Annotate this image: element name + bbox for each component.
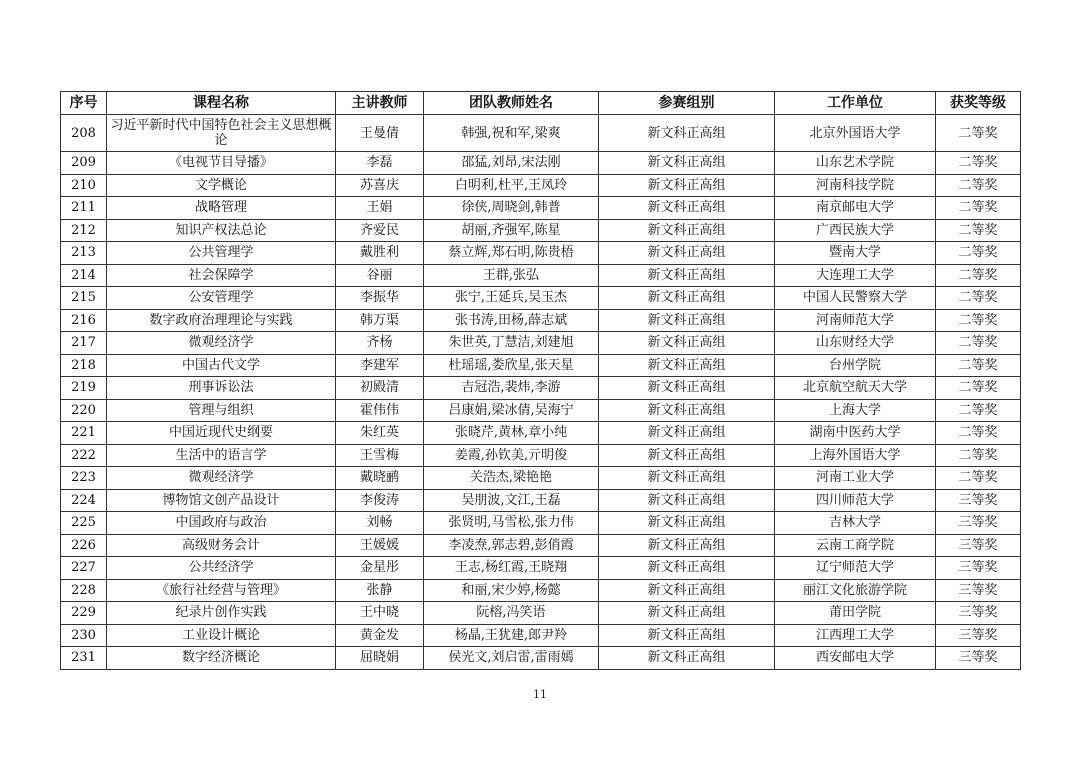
table-row bbox=[61, 377, 1021, 400]
cell-unit: 辽宁师范大学 bbox=[775, 557, 936, 580]
header-teacher: 主讲教师 bbox=[336, 92, 424, 115]
cell-award: 三等奖 bbox=[936, 647, 1021, 670]
cell-award: 三等奖 bbox=[936, 579, 1021, 602]
cell-course: 知识产权法总论 bbox=[107, 219, 336, 242]
cell-group: 新文科正高组 bbox=[599, 399, 775, 422]
cell-team: 韩强,祝和军,梁爽 bbox=[424, 115, 599, 152]
cell-group: 新文科正高组 bbox=[599, 422, 775, 445]
cell-teacher: 戴晓鹂 bbox=[336, 467, 424, 490]
table-row bbox=[61, 264, 1021, 287]
cell-award: 二等奖 bbox=[936, 332, 1021, 355]
cell-index: 214 bbox=[61, 264, 107, 287]
cell-index: 209 bbox=[61, 152, 107, 175]
cell-course: 《旅行社经营与管理》 bbox=[107, 579, 336, 602]
cell-team: 张晓芹,黄林,章小纯 bbox=[424, 422, 599, 445]
award-table bbox=[60, 91, 1021, 670]
cell-index: 218 bbox=[61, 354, 107, 377]
cell-award: 三等奖 bbox=[936, 624, 1021, 647]
table-row bbox=[61, 354, 1021, 377]
cell-index: 227 bbox=[61, 557, 107, 580]
cell-unit: 云南工商学院 bbox=[775, 534, 936, 557]
cell-award: 二等奖 bbox=[936, 242, 1021, 265]
cell-team: 王群,张弘 bbox=[424, 264, 599, 287]
cell-group: 新文科正高组 bbox=[599, 354, 775, 377]
table-row bbox=[61, 602, 1021, 625]
table-row bbox=[61, 174, 1021, 197]
cell-teacher: 苏喜庆 bbox=[336, 174, 424, 197]
cell-course: 公共经济学 bbox=[107, 557, 336, 580]
cell-index: 224 bbox=[61, 489, 107, 512]
cell-unit: 山东艺术学院 bbox=[775, 152, 936, 175]
cell-teacher: 李振华 bbox=[336, 287, 424, 310]
cell-award: 二等奖 bbox=[936, 309, 1021, 332]
table-row bbox=[61, 647, 1021, 670]
cell-award: 二等奖 bbox=[936, 219, 1021, 242]
cell-teacher: 李建军 bbox=[336, 354, 424, 377]
table-row bbox=[61, 242, 1021, 265]
cell-award: 二等奖 bbox=[936, 444, 1021, 467]
cell-course: 数字经济概论 bbox=[107, 647, 336, 670]
cell-index: 210 bbox=[61, 174, 107, 197]
cell-course: 中国近现代史纲要 bbox=[107, 422, 336, 445]
cell-teacher: 韩万渠 bbox=[336, 309, 424, 332]
table-row bbox=[61, 197, 1021, 220]
table-row bbox=[61, 579, 1021, 602]
cell-team: 吕康娟,梁冰倩,吴海宁 bbox=[424, 399, 599, 422]
cell-group: 新文科正高组 bbox=[599, 377, 775, 400]
cell-teacher: 戴胜利 bbox=[336, 242, 424, 265]
table-row bbox=[61, 422, 1021, 445]
cell-award: 二等奖 bbox=[936, 354, 1021, 377]
cell-group: 新文科正高组 bbox=[599, 197, 775, 220]
cell-unit: 湖南中医药大学 bbox=[775, 422, 936, 445]
cell-course: 微观经济学 bbox=[107, 332, 336, 355]
cell-teacher: 王娟 bbox=[336, 197, 424, 220]
table-row bbox=[61, 444, 1021, 467]
cell-teacher: 齐杨 bbox=[336, 332, 424, 355]
cell-unit: 南京邮电大学 bbox=[775, 197, 936, 220]
cell-award: 二等奖 bbox=[936, 174, 1021, 197]
cell-unit: 北京外国语大学 bbox=[775, 115, 936, 152]
cell-award: 二等奖 bbox=[936, 115, 1021, 152]
table-row bbox=[61, 152, 1021, 175]
cell-teacher: 刘畅 bbox=[336, 512, 424, 535]
cell-award: 二等奖 bbox=[936, 152, 1021, 175]
page-number: 11 bbox=[533, 688, 547, 701]
cell-unit: 中国人民警察大学 bbox=[775, 287, 936, 310]
cell-course: 生活中的语言学 bbox=[107, 444, 336, 467]
cell-team: 邵猛,刘昂,宋法刚 bbox=[424, 152, 599, 175]
cell-index: 228 bbox=[61, 579, 107, 602]
cell-team: 和丽,宋少婷,杨懿 bbox=[424, 579, 599, 602]
cell-team: 吉冠浩,裴炜,李游 bbox=[424, 377, 599, 400]
cell-index: 208 bbox=[61, 115, 107, 152]
cell-course: 纪录片创作实践 bbox=[107, 602, 336, 625]
cell-team: 张贤明,马雪松,张力伟 bbox=[424, 512, 599, 535]
award-table-sheet bbox=[60, 91, 1020, 670]
cell-group: 新文科正高组 bbox=[599, 512, 775, 535]
cell-unit: 河南科技学院 bbox=[775, 174, 936, 197]
cell-team: 吴朋波,文江,王磊 bbox=[424, 489, 599, 512]
cell-course: 数字政府治理理论与实践 bbox=[107, 309, 336, 332]
header-course: 课程名称 bbox=[107, 92, 336, 115]
cell-course: 公安管理学 bbox=[107, 287, 336, 310]
cell-unit: 山东财经大学 bbox=[775, 332, 936, 355]
cell-course: 微观经济学 bbox=[107, 467, 336, 490]
cell-index: 226 bbox=[61, 534, 107, 557]
header-index: 序号 bbox=[61, 92, 107, 115]
cell-unit: 上海外国语大学 bbox=[775, 444, 936, 467]
table-row bbox=[61, 115, 1021, 152]
cell-index: 221 bbox=[61, 422, 107, 445]
table-row bbox=[61, 534, 1021, 557]
cell-index: 225 bbox=[61, 512, 107, 535]
table-row bbox=[61, 467, 1021, 490]
cell-unit: 吉林大学 bbox=[775, 512, 936, 535]
cell-course: 工业设计概论 bbox=[107, 624, 336, 647]
cell-teacher: 齐爱民 bbox=[336, 219, 424, 242]
cell-award: 三等奖 bbox=[936, 534, 1021, 557]
cell-team: 李凌焘,郭志碧,彭俏霞 bbox=[424, 534, 599, 557]
cell-team: 阮榕,冯笑语 bbox=[424, 602, 599, 625]
cell-group: 新文科正高组 bbox=[599, 602, 775, 625]
cell-unit: 河南工业大学 bbox=[775, 467, 936, 490]
cell-index: 211 bbox=[61, 197, 107, 220]
cell-index: 213 bbox=[61, 242, 107, 265]
cell-teacher: 王雪梅 bbox=[336, 444, 424, 467]
table-header-row bbox=[61, 92, 1021, 115]
cell-group: 新文科正高组 bbox=[599, 624, 775, 647]
cell-team: 白明利,杜平,王凤玲 bbox=[424, 174, 599, 197]
cell-team: 蔡立辉,郑石明,陈贵梧 bbox=[424, 242, 599, 265]
cell-course: 中国政府与政治 bbox=[107, 512, 336, 535]
cell-course: 刑事诉讼法 bbox=[107, 377, 336, 400]
cell-group: 新文科正高组 bbox=[599, 444, 775, 467]
cell-group: 新文科正高组 bbox=[599, 467, 775, 490]
header-team: 团队教师姓名 bbox=[424, 92, 599, 115]
cell-course: 文学概论 bbox=[107, 174, 336, 197]
cell-teacher: 王曼倩 bbox=[336, 115, 424, 152]
cell-team: 朱世英,丁慧洁,刘建旭 bbox=[424, 332, 599, 355]
cell-index: 216 bbox=[61, 309, 107, 332]
cell-group: 新文科正高组 bbox=[599, 242, 775, 265]
cell-award: 二等奖 bbox=[936, 264, 1021, 287]
cell-award: 二等奖 bbox=[936, 422, 1021, 445]
cell-teacher: 王媛媛 bbox=[336, 534, 424, 557]
cell-unit: 四川师范大学 bbox=[775, 489, 936, 512]
cell-unit: 上海大学 bbox=[775, 399, 936, 422]
cell-index: 217 bbox=[61, 332, 107, 355]
cell-index: 229 bbox=[61, 602, 107, 625]
cell-award: 二等奖 bbox=[936, 287, 1021, 310]
cell-team: 王志,杨红霞,王晓翔 bbox=[424, 557, 599, 580]
table-row bbox=[61, 287, 1021, 310]
cell-teacher: 金星彤 bbox=[336, 557, 424, 580]
cell-group: 新文科正高组 bbox=[599, 332, 775, 355]
cell-group: 新文科正高组 bbox=[599, 174, 775, 197]
cell-group: 新文科正高组 bbox=[599, 579, 775, 602]
table-row bbox=[61, 219, 1021, 242]
cell-group: 新文科正高组 bbox=[599, 219, 775, 242]
cell-index: 215 bbox=[61, 287, 107, 310]
cell-team: 姜霞,孙钦美,亓明俊 bbox=[424, 444, 599, 467]
cell-team: 胡丽,齐强军,陈星 bbox=[424, 219, 599, 242]
cell-teacher: 初殿清 bbox=[336, 377, 424, 400]
cell-award: 三等奖 bbox=[936, 602, 1021, 625]
cell-team: 侯光文,刘启雷,雷雨嫣 bbox=[424, 647, 599, 670]
cell-unit: 莆田学院 bbox=[775, 602, 936, 625]
cell-group: 新文科正高组 bbox=[599, 115, 775, 152]
cell-group: 新文科正高组 bbox=[599, 647, 775, 670]
cell-index: 223 bbox=[61, 467, 107, 490]
cell-unit: 丽江文化旅游学院 bbox=[775, 579, 936, 602]
cell-award: 三等奖 bbox=[936, 512, 1021, 535]
cell-course: 中国古代文学 bbox=[107, 354, 336, 377]
cell-team: 杨晶,王犹建,郎尹羚 bbox=[424, 624, 599, 647]
cell-group: 新文科正高组 bbox=[599, 152, 775, 175]
cell-team: 徐侠,周晓剑,韩普 bbox=[424, 197, 599, 220]
cell-index: 230 bbox=[61, 624, 107, 647]
cell-course: 公共管理学 bbox=[107, 242, 336, 265]
cell-course: 社会保障学 bbox=[107, 264, 336, 287]
cell-index: 220 bbox=[61, 399, 107, 422]
cell-award: 二等奖 bbox=[936, 399, 1021, 422]
cell-teacher: 李磊 bbox=[336, 152, 424, 175]
cell-unit: 西安邮电大学 bbox=[775, 647, 936, 670]
header-unit: 工作单位 bbox=[775, 92, 936, 115]
cell-group: 新文科正高组 bbox=[599, 489, 775, 512]
cell-index: 231 bbox=[61, 647, 107, 670]
cell-teacher: 屈晓娟 bbox=[336, 647, 424, 670]
cell-teacher: 霍伟伟 bbox=[336, 399, 424, 422]
cell-teacher: 王中晓 bbox=[336, 602, 424, 625]
table-row bbox=[61, 512, 1021, 535]
cell-award: 三等奖 bbox=[936, 489, 1021, 512]
cell-group: 新文科正高组 bbox=[599, 309, 775, 332]
cell-team: 关浩杰,梁艳艳 bbox=[424, 467, 599, 490]
header-group: 参赛组别 bbox=[599, 92, 775, 115]
cell-teacher: 朱红英 bbox=[336, 422, 424, 445]
cell-unit: 大连理工大学 bbox=[775, 264, 936, 287]
cell-course: 战略管理 bbox=[107, 197, 336, 220]
cell-group: 新文科正高组 bbox=[599, 264, 775, 287]
cell-course: 高级财务会计 bbox=[107, 534, 336, 557]
cell-group: 新文科正高组 bbox=[599, 287, 775, 310]
cell-teacher: 李俊涛 bbox=[336, 489, 424, 512]
cell-index: 219 bbox=[61, 377, 107, 400]
table-row bbox=[61, 399, 1021, 422]
table-row bbox=[61, 332, 1021, 355]
cell-group: 新文科正高组 bbox=[599, 534, 775, 557]
cell-team: 张书涛,田杨,薛志斌 bbox=[424, 309, 599, 332]
cell-award: 二等奖 bbox=[936, 377, 1021, 400]
cell-team: 张宁,王延兵,吴玉杰 bbox=[424, 287, 599, 310]
table-row bbox=[61, 309, 1021, 332]
cell-team: 杜瑶瑶,娄欣星,张天星 bbox=[424, 354, 599, 377]
cell-course: 习近平新时代中国特色社会主义思想概论 bbox=[107, 115, 336, 152]
cell-index: 222 bbox=[61, 444, 107, 467]
cell-group: 新文科正高组 bbox=[599, 557, 775, 580]
cell-unit: 江西理工大学 bbox=[775, 624, 936, 647]
cell-teacher: 谷丽 bbox=[336, 264, 424, 287]
table-row bbox=[61, 489, 1021, 512]
header-award: 获奖等级 bbox=[936, 92, 1021, 115]
cell-unit: 广西民族大学 bbox=[775, 219, 936, 242]
cell-award: 二等奖 bbox=[936, 197, 1021, 220]
cell-teacher: 黄金发 bbox=[336, 624, 424, 647]
cell-index: 212 bbox=[61, 219, 107, 242]
cell-teacher: 张静 bbox=[336, 579, 424, 602]
cell-unit: 北京航空航天大学 bbox=[775, 377, 936, 400]
cell-unit: 河南师范大学 bbox=[775, 309, 936, 332]
cell-unit: 暨南大学 bbox=[775, 242, 936, 265]
cell-unit: 台州学院 bbox=[775, 354, 936, 377]
cell-award: 二等奖 bbox=[936, 467, 1021, 490]
cell-course: 博物馆文创产品设计 bbox=[107, 489, 336, 512]
table-body bbox=[61, 115, 1021, 670]
cell-course: 《电视节目导播》 bbox=[107, 152, 336, 175]
cell-award: 三等奖 bbox=[936, 557, 1021, 580]
table-row bbox=[61, 557, 1021, 580]
cell-course: 管理与组织 bbox=[107, 399, 336, 422]
table-row bbox=[61, 624, 1021, 647]
